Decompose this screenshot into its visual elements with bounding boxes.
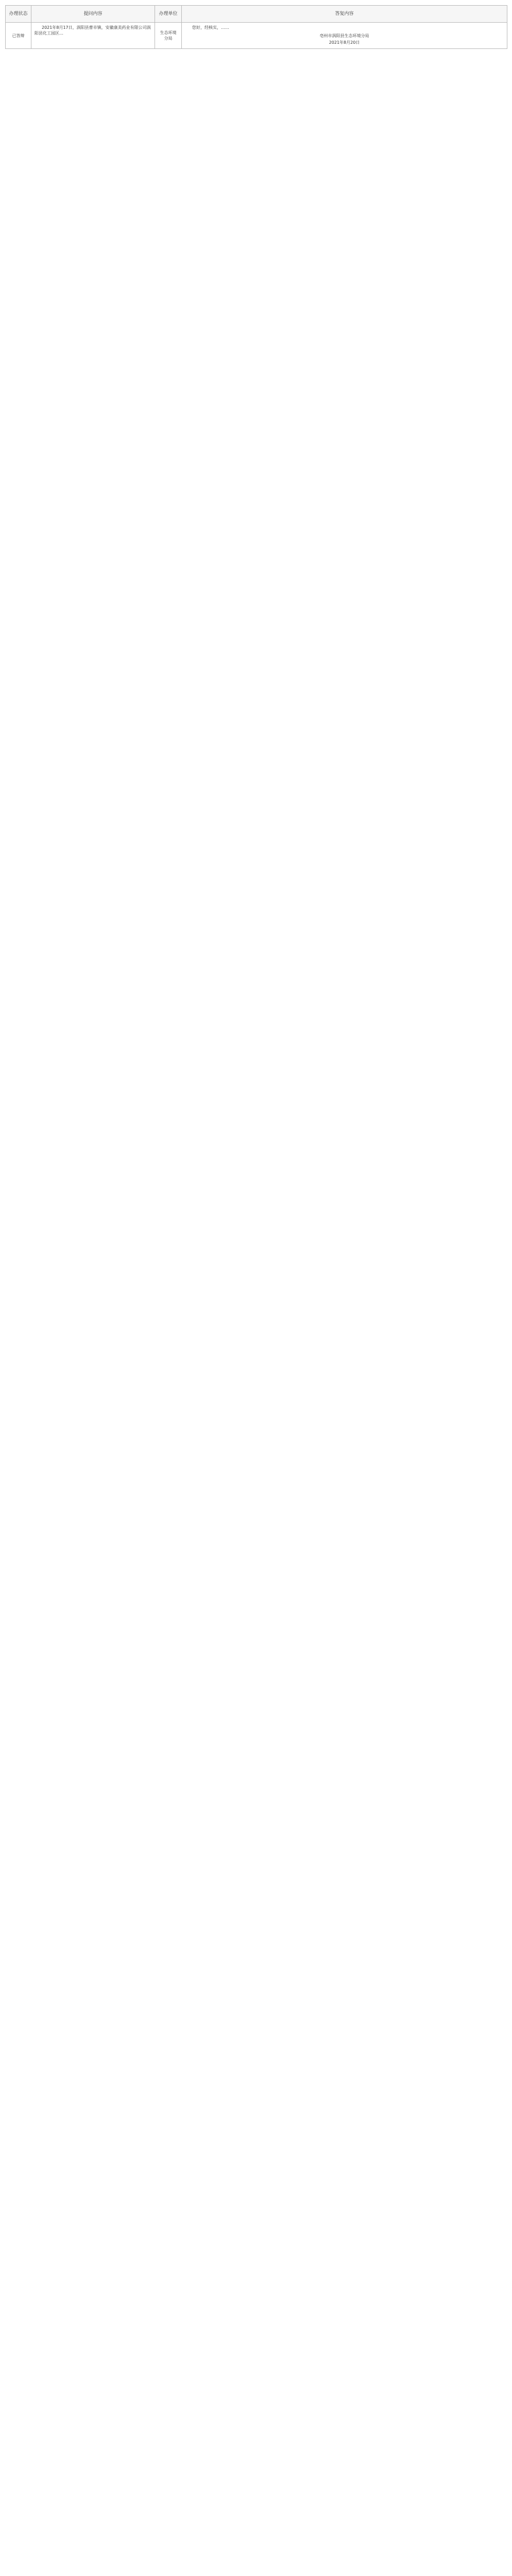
- header-row: [6, 6, 507, 23]
- complaints-table: [5, 5, 507, 49]
- header-answer: 答复内容: [182, 6, 507, 23]
- row-unit: 生态环境分局: [155, 23, 182, 49]
- header-question: 提问内容: [31, 6, 155, 23]
- answer-paragraph: 您好，经核实，……: [192, 25, 229, 30]
- row-question: [31, 23, 155, 49]
- header-status: 办理状态: [6, 6, 31, 23]
- row-answer: [182, 23, 507, 49]
- header-unit: 办理单位: [155, 6, 182, 23]
- question-paragraph: 2021年8月17日，涡阳县曹市镇，安徽康美药业有限公司涡阳县化工园区…: [35, 25, 151, 36]
- answer-date: 2021年8月20日: [329, 40, 360, 45]
- table-row: [6, 23, 507, 49]
- row-status: 已答辩: [6, 23, 31, 49]
- answer-signature: 亳州市涡阳县生态环境分局: [319, 33, 369, 38]
